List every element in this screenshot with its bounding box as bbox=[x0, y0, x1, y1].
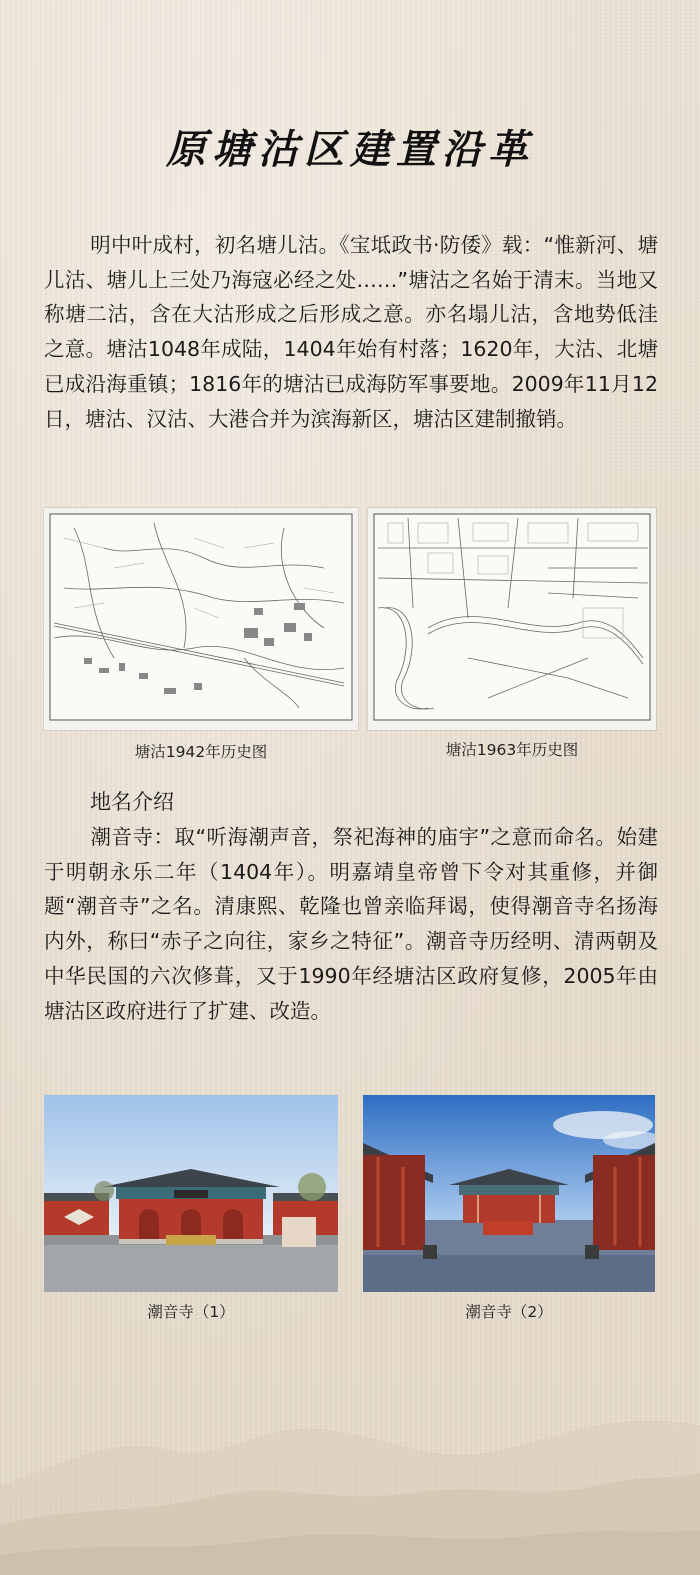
intro-paragraph bbox=[44, 228, 658, 436]
section-heading: 地名介绍 bbox=[90, 790, 174, 814]
intro-text: 明中叶成村，初名塘儿沽。《宝坻政书·防倭》载：“惟新河、塘儿沽、塘儿上三处乃海寇必经之处……”塘沽之名始于清末。当地又称塘二沽，含在大沽形成之后形成之意。亦名塌儿沽，含地势低洼之意。塘沽1048年成陆，1404年始有村落；1620年，大沽、北塘已成沿海重镇；1816年的塘沽已成海防军事要地。2009年11月12日，塘沽、汉沽、大港合并为滨海新区，塘沽区建制撤销。 bbox=[44, 233, 658, 431]
temple-photo-2 bbox=[363, 1095, 655, 1292]
map-1963-caption: 塘沽1963年历史图 bbox=[445, 741, 579, 759]
temple-paragraph bbox=[44, 820, 658, 1028]
map-1942-caption: 塘沽1942年历史图 bbox=[134, 743, 268, 761]
temple-photo-1-caption: 潮音寺（1） bbox=[147, 1303, 235, 1321]
temple-text: 潮音寺：取“听海潮声音，祭祀海神的庙宇”之意而命名。始建于明朝永乐二年（1404年）。明嘉靖皇帝曾下令对其重修，并御题“潮音寺”之名。清康熙、乾隆也曾亲临拜谒，使得潮音寺名扬海内外，称曰“赤子之向往，家乡之特征”。潮音寺历经明、清两朝及中华民国的六次修葺，又于1990年经塘沽区政府复修，2005年由塘沽区政府进行了扩建、改造。 bbox=[44, 825, 658, 1023]
page-title: 原塘沽区建置沿革 bbox=[166, 126, 534, 173]
temple-photo-1 bbox=[44, 1095, 338, 1292]
temple-photo-2-caption: 潮音寺（2） bbox=[465, 1303, 553, 1321]
map-1963-image bbox=[368, 508, 656, 730]
map-1942-image bbox=[44, 508, 358, 730]
